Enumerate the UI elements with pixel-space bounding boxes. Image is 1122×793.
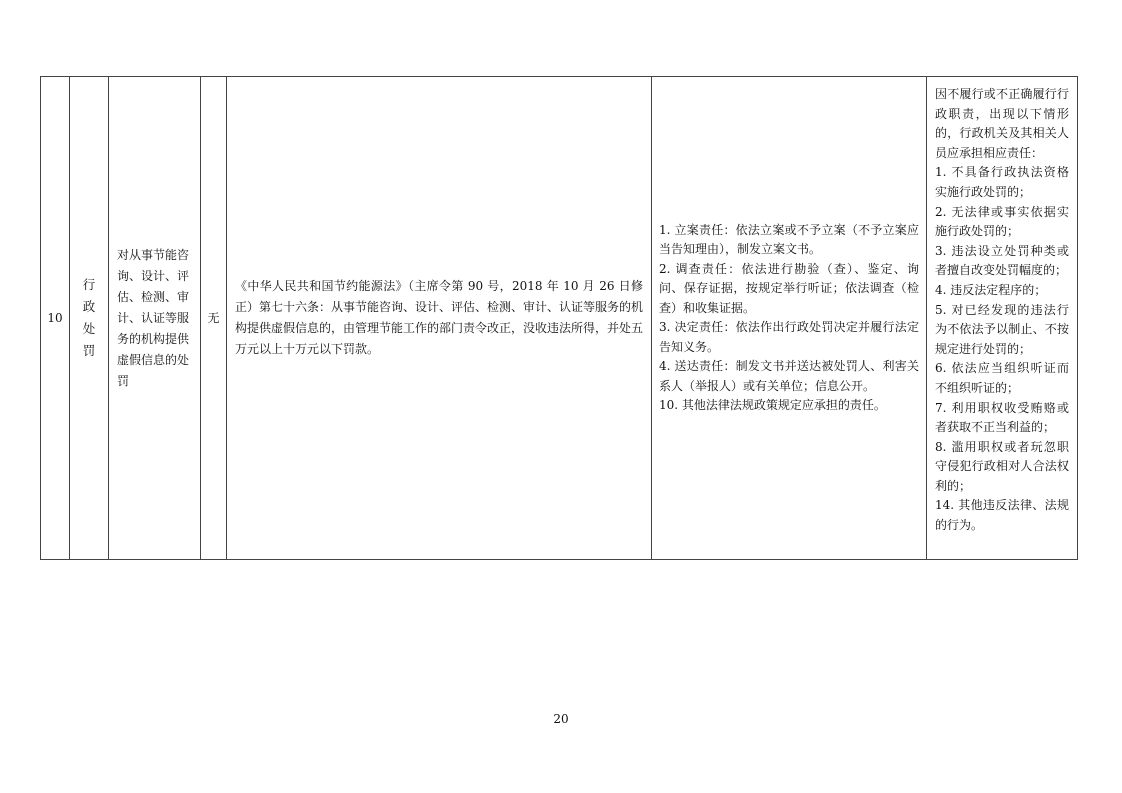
list-item: 2. 调查责任：依法进行勘验（查）、鉴定、询问、保存证据，按规定举行听证；依法调查（检查）和收集证据。: [659, 261, 919, 315]
row-number-cell: [41, 77, 70, 560]
list-item: 8. 滥用职权或者玩忽职守侵犯行政相对人合法权利的；: [935, 439, 1069, 493]
legal-basis-cell: [227, 77, 652, 560]
responsibility-list: [659, 221, 919, 416]
power-type-cell: [70, 77, 109, 560]
power-type: 行政处罚: [82, 277, 96, 358]
responsibility-cell: [652, 77, 927, 560]
sub-item-cell: [201, 77, 227, 560]
item-name-cell: [109, 77, 201, 560]
list-item: 3. 违法设立处罚种类或者擅自改变处罚幅度的；: [935, 243, 1069, 278]
table-row: [41, 77, 1078, 560]
list-item: 6. 依法应当组织听证而不组织听证的；: [935, 361, 1069, 395]
responsibility-table: [40, 76, 1078, 560]
list-item: 10. 其他法律法规政策规定应承担的责任。: [659, 398, 886, 412]
item-name: 对从事节能咨询、设计、评估、检测、审计、认证等服务的机构提供虚假信息的处罚: [117, 247, 190, 388]
sub-item: 无: [207, 310, 220, 325]
liability-cell: [927, 77, 1078, 560]
list-item: 4. 违反法定程序的；: [935, 282, 1047, 297]
list-item: 5. 对已经发现的违法行为不依法予以制止、不按规定进行处罚的；: [935, 302, 1069, 356]
legal-basis: 《中华人民共和国节约能源法》（主席令第 90 号，2018 年 10 月 26 日修正）第七十六条：从事节能咨询、设计、评估、检测、审计、认证等服务的机构提供虚假信息的，由管理节能工作的部门责令改正，没收违法所得，并处五万元以上十万元以下罚款。: [235, 279, 644, 356]
list-item: 3. 决定责任：依法作出行政处罚决定并履行法定告知义务。: [659, 320, 919, 354]
list-item: 因不履行或不正确履行行政职责，出现以下情形的，行政机关及其相关人员应承担相应责任：: [935, 87, 1069, 160]
list-item: 2. 无法律或事实依据实施行政处罚的；: [935, 204, 1069, 239]
page-number: 20: [553, 712, 569, 726]
list-item: 14. 其他违反法律、法规的行为。: [935, 498, 1069, 533]
list-item: 1. 立案责任：依法立案或不予立案（不予立案应当告知理由），制发立案文书。: [659, 222, 919, 256]
row-number: 10: [47, 310, 63, 325]
list-item: 4. 送达责任：制发文书并送达被处罚人、利害关系人（举报人）或有关单位；信息公开。: [659, 359, 919, 393]
liability-list: [935, 85, 1069, 536]
list-item: 1. 不具备行政执法资格实施行政处罚的；: [935, 165, 1069, 199]
list-item: 7. 利用职权收受贿赂或者获取不正当利益的；: [935, 400, 1069, 435]
